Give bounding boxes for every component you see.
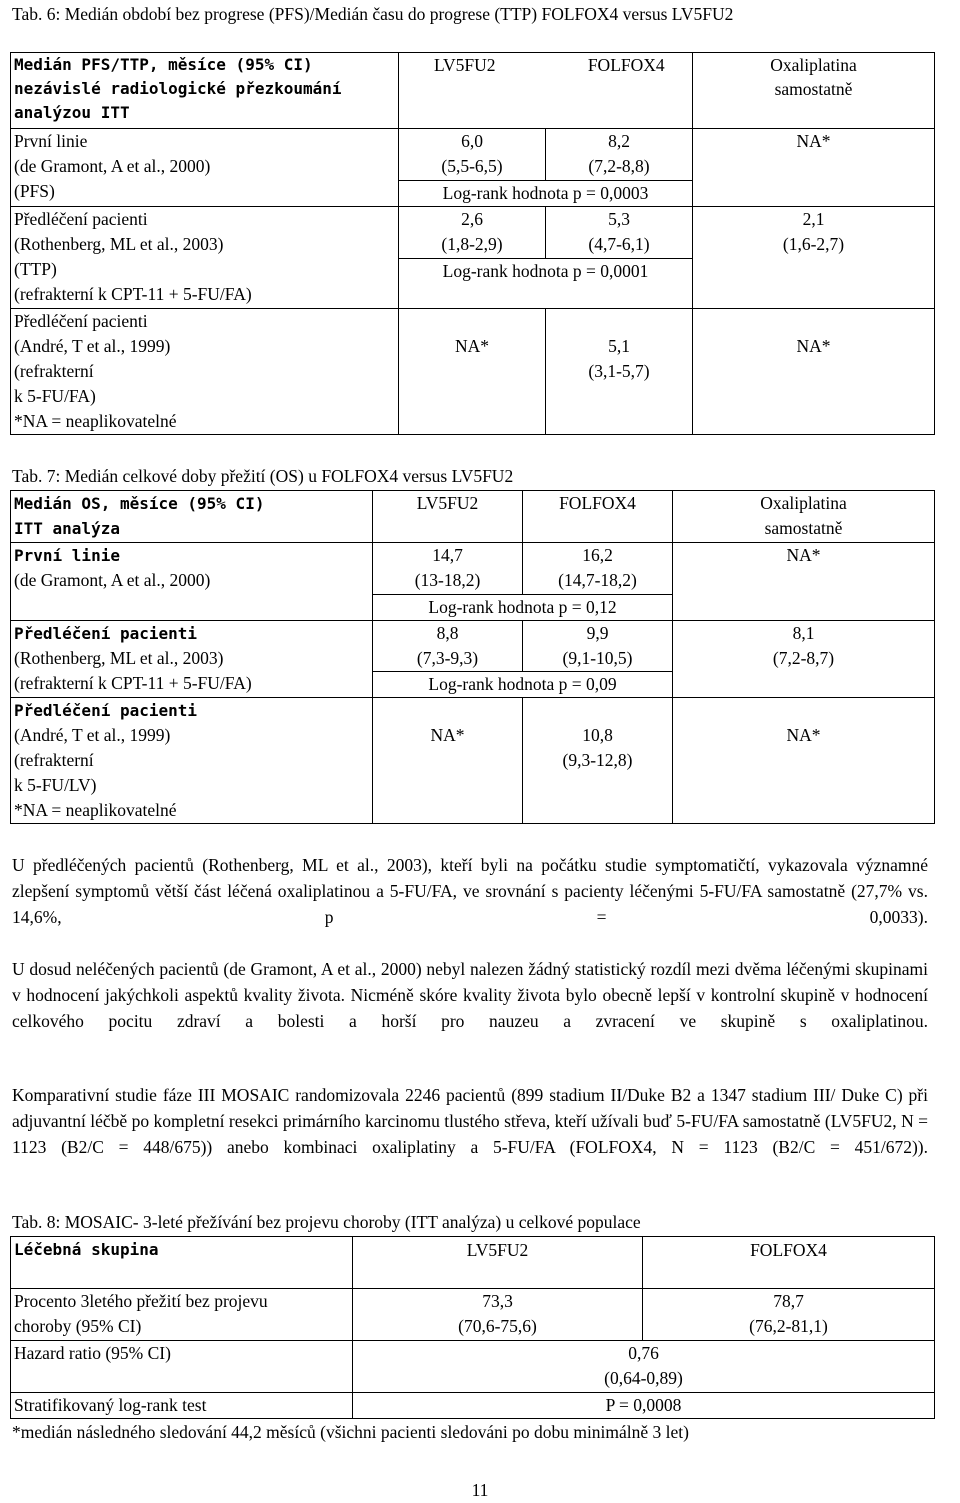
tab6-caption: Tab. 6: Medián období bez progrese (PFS)/Medián času do progrese (TTP) FOLFOX4 versus LV5FU2 [12,4,734,24]
tab7-row1-logrank: Log-rank hodnota p = 0,12 [373,595,673,621]
tab7-header-lv5fu2: LV5FU2 [373,491,523,543]
tab7-caption: Tab. 7: Medián celkové doby přežití (OS) u FOLFOX4 versus LV5FU2 [12,466,514,486]
tab6-row2-label: Předléčení pacienti (Rothenberg, ML et al., 2003) (TTP) (refrakterní k CPT-11 + 5-FU/FA) [11,207,399,309]
tab7-row3-oxali: NA* [673,698,935,824]
tab8-table [10,1236,935,1419]
tab6-row2-oxali: 2,1 (1,6-2,7) [693,207,935,309]
tab8-row3-value: P = 0,0008 [353,1393,935,1419]
paragraph-symptoms: U předléčených pacientů (Rothenberg, ML et al., 2003), kteří byli na počátku studie symptomatičtí, vykazovala významné zlepšení symptomů větší část léčená oxaliplatinou a 5-FU/FA, ve srovnání s pacienty léčenými 5-FU/FA samostatně (27,7% vs. 14,6%, p = 0,0033). [12,855,928,927]
tab7-row2-label: Předléčení pacienti (Rothenberg, ML et al., 2003) (refrakterní k CPT-11 + 5-FU/FA) [11,621,373,698]
tab6-row1-label: První linie (de Gramont, A et al., 2000) (PFS) [11,129,399,207]
tab8-footnote: *medián následného sledování 44,2 měsíců (všichni pacienti sledováni po dobu minimálně 3 let) [12,1422,689,1442]
tab8-row3-label: Stratifikovaný log-rank test [11,1393,353,1419]
tab7-row1-label: První linie (de Gramont, A et al., 2000) [11,543,373,621]
tab7-header-label: Medián OS, měsíce (95% CI) ITT analýza [11,491,373,543]
page-number: 11 [471,1480,489,1500]
tab7-row3-lv5fu2: NA* [373,698,523,824]
tab6-row2-lv5fu2: 2,6 (1,8-2,9) [399,207,546,259]
tab6-row3-label: Předléčení pacienti (André, T et al., 1999) (refrakterní k 5-FU/FA) *NA = neaplikovatelné [11,309,399,435]
tab8-row1-label: Procento 3letého přežití bez projevu choroby (95% CI) [11,1289,353,1341]
tab8-caption: Tab. 8: MOSAIC- 3-leté přežívání bez projevu choroby (ITT analýza) u celkové populace [12,1212,641,1232]
tab6-row3-folfox4: 5,1 (3,1-5,7) [546,309,693,435]
tab7-row2-lv5fu2: 8,8 (7,3-9,3) [373,621,523,672]
tab8-row1-folfox4: 78,7 (76,2-81,1) [643,1289,935,1341]
tab6-row2-logrank: Log-rank hodnota p = 0,0001 [399,259,693,309]
tab7-header-oxali: Oxaliplatina samostatně [673,491,935,543]
tab6-header-label: Medián PFS/TTP, měsíce (95% CI) nezávislé radiologické přezkoumání analýzou ITT [11,53,399,129]
tab7-row3-label: Předléčení pacienti (André, T et al., 1999) (refrakterní k 5-FU/LV) *NA = neaplikovatelné [11,698,373,824]
tab6-row1-oxali: NA* [693,129,935,207]
tab6-row1-folfox4: 8,2 (7,2-8,8) [546,129,693,181]
tab8-header-lv5fu2: LV5FU2 [353,1237,643,1289]
tab6-row1-logrank: Log-rank hodnota p = 0,0003 [399,181,693,207]
tab7-row1-folfox4: 16,2 (14,7-18,2) [523,543,673,595]
tab8-row2-value: 0,76 (0,64-0,89) [353,1341,935,1393]
tab6-header-folfox4: FOLFOX4 [587,55,665,75]
tab6-row2-folfox4: 5,3 (4,7-6,1) [546,207,693,259]
paragraph-mosaic-study: Komparativní studie fáze III MOSAIC randomizovala 2246 pacientů (899 stadium II/Duke B2 a 1347 stadium III/ Duke C) při adjuvantní léčbě po kompletní resekci primárního karcinomu tlustého střeva, kteří užívali buď 5-FU/FA samostatně (LV5FU2, N = 1123 (B2/C = 448/675)) anebo kombinaci oxaliplatiny a 5-FU/FA (FOLFOX4, N = 1123 (B2/C = 451/672)). [12,1085,928,1157]
tab7-table [10,490,935,824]
tab7-row1-oxali: NA* [673,543,935,621]
tab6-row1-lv5fu2: 6,0 (5,5-6,5) [399,129,546,181]
tab7-row2-logrank: Log-rank hodnota p = 0,09 [373,672,673,698]
paragraph-quality-of-life: U dosud neléčených pacientů (de Gramont, A et al., 2000) nebyl nalezen žádný statistický rozdíl mezi dvěma léčenými skupinami v hodnocení jakýchkoli aspektů kvality života. Nicméně skóre kvality života bylo obecně lepší v kontrolní skupině v hodnocení celkového pocitu zdraví a bolesti a horší pro nauzeu a zvracení ve skupině s oxaliplatinou. [12,959,928,1031]
tab8-header-group: Léčebná skupina [11,1237,353,1289]
tab7-row2-oxali: 8,1 (7,2-8,7) [673,621,935,698]
tab7-row2-folfox4: 9,9 (9,1-10,5) [523,621,673,672]
tab6-header-oxali: Oxaliplatina samostatně [693,53,935,129]
tab6-row3-oxali: NA* [693,309,935,435]
tab8-row1-lv5fu2: 73,3 (70,6-75,6) [353,1289,643,1341]
tab8-header-folfox4: FOLFOX4 [643,1237,935,1289]
tab6-header-treatments [399,53,693,129]
tab6-table [10,52,935,435]
tab7-header-folfox4: FOLFOX4 [523,491,673,543]
tab6-row3-lv5fu2: NA* [399,309,546,435]
tab6-header-lv5fu2: LV5FU2 [433,55,496,75]
tab7-row1-lv5fu2: 14,7 (13-18,2) [373,543,523,595]
tab8-row2-label: Hazard ratio (95% CI) [11,1341,353,1393]
tab7-row3-folfox4: 10,8 (9,3-12,8) [523,698,673,824]
